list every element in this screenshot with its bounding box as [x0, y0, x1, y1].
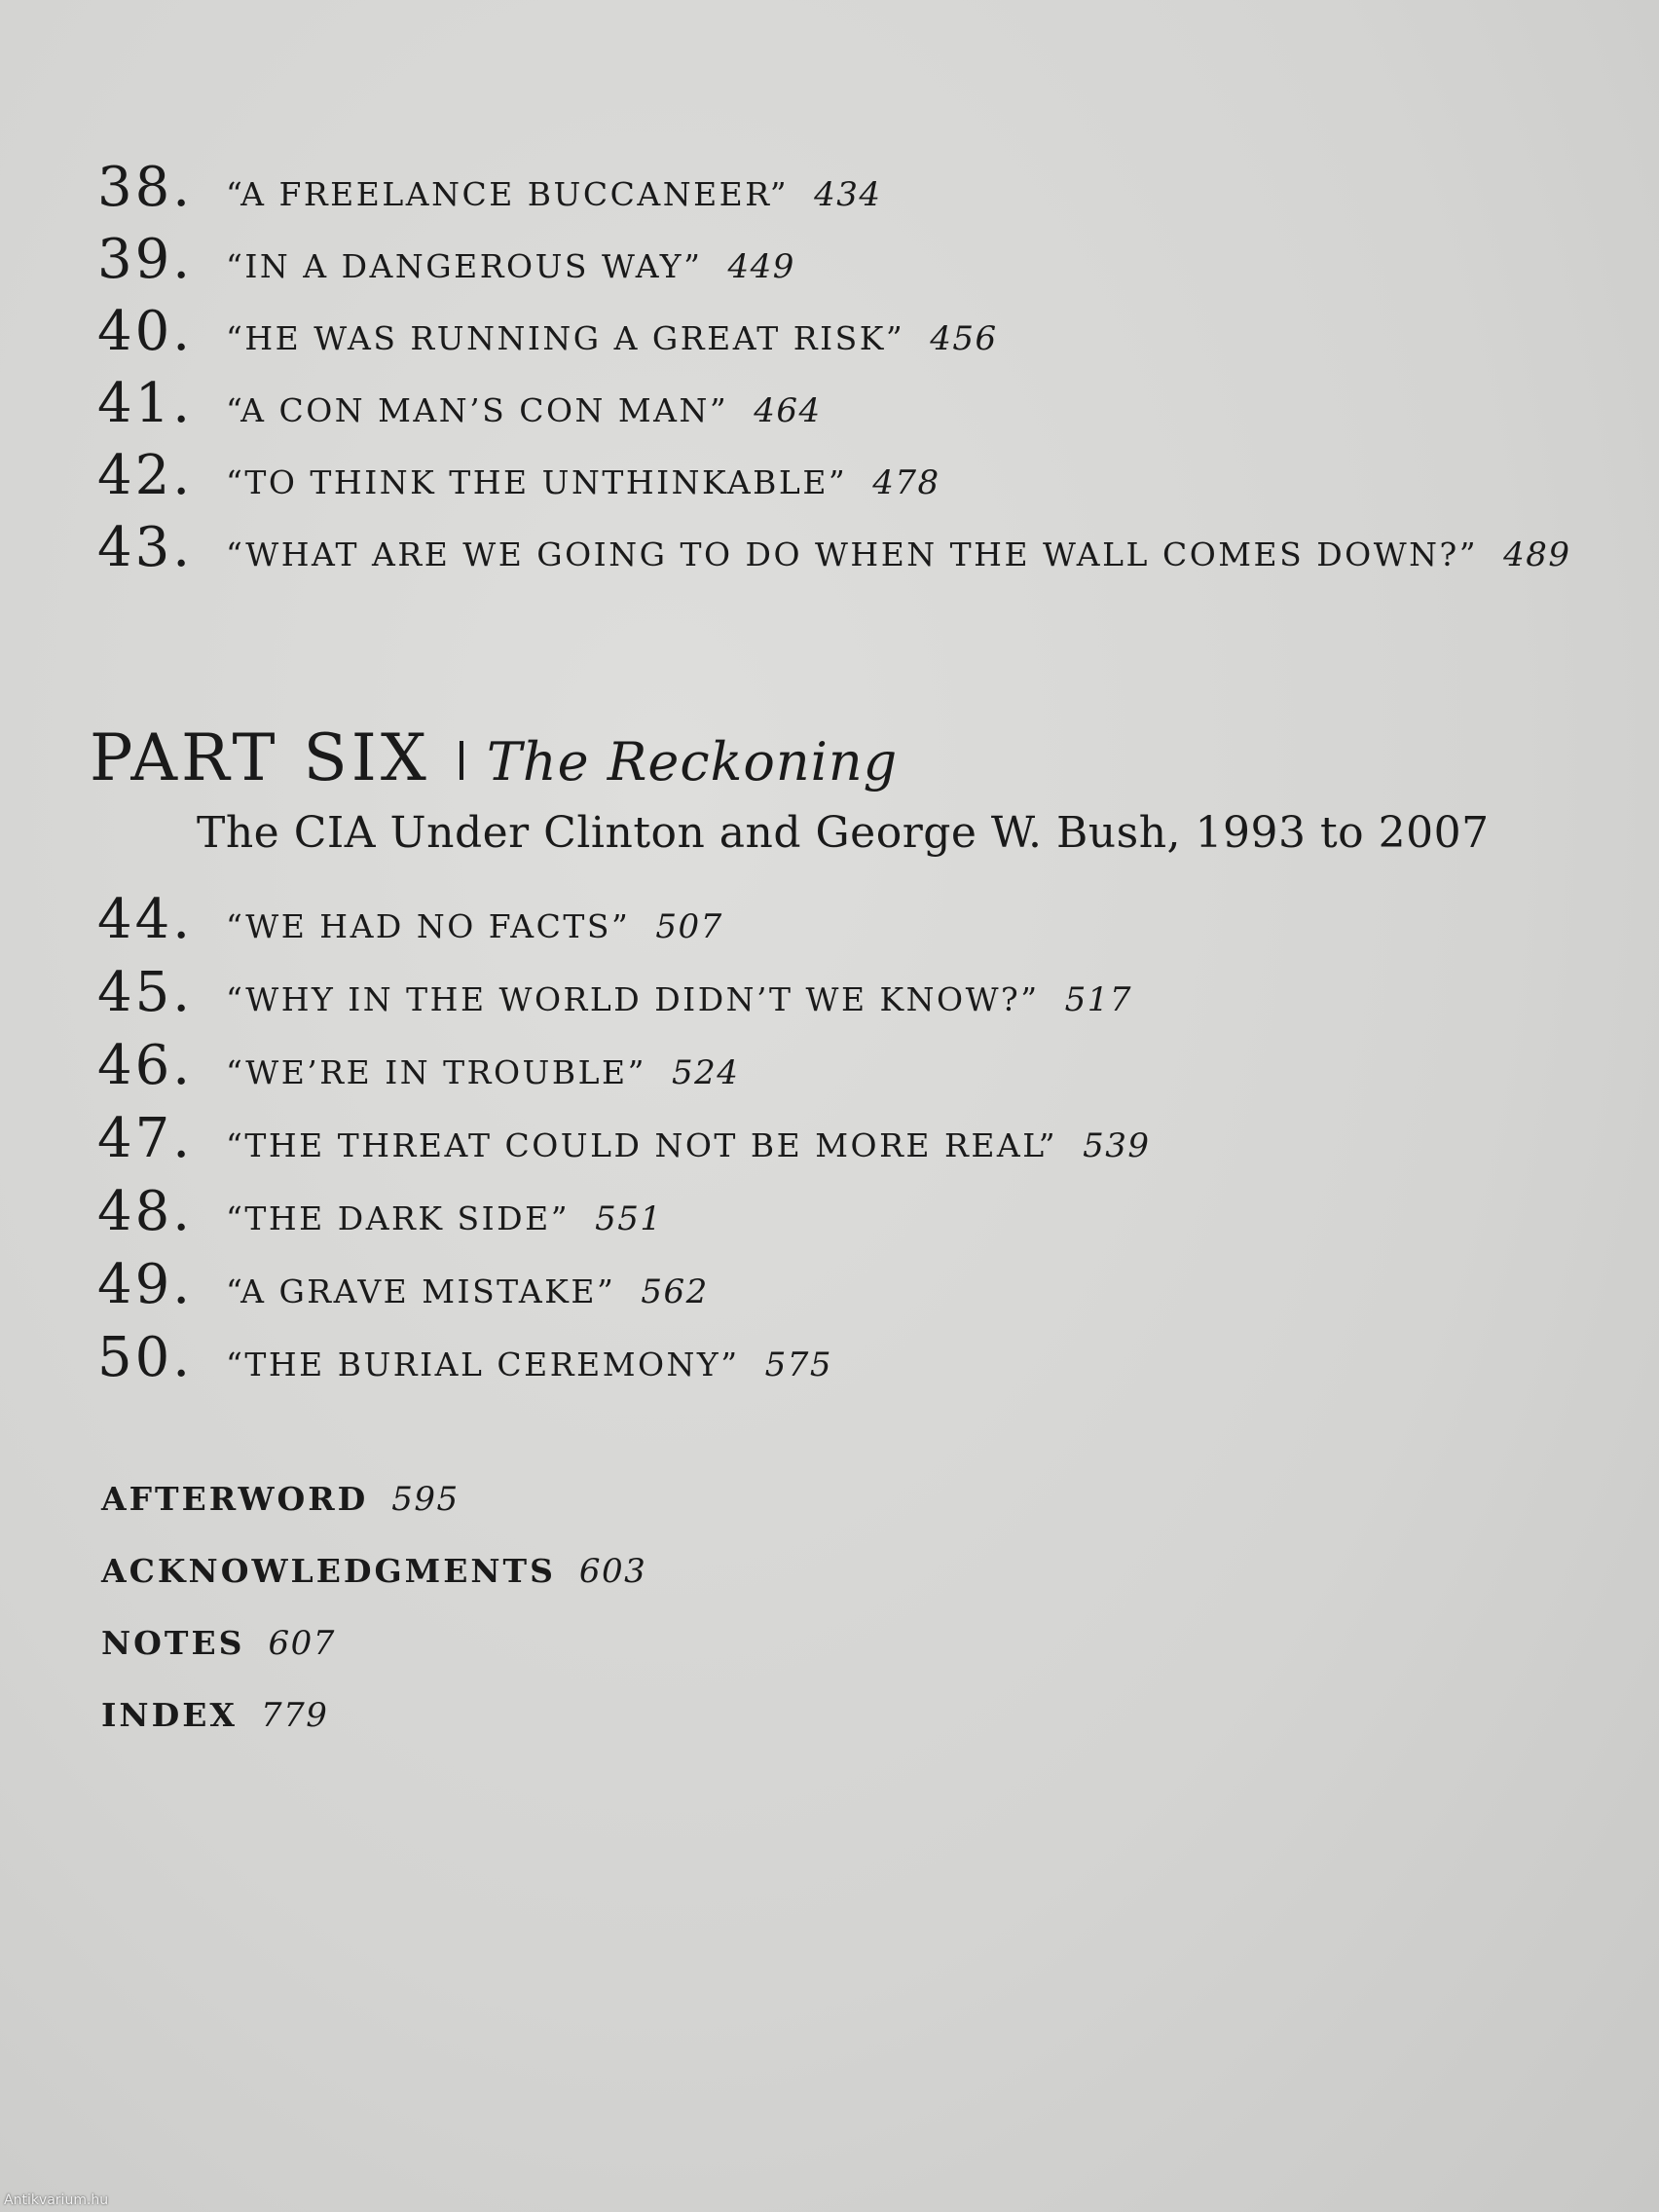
- chapter-title: “THE BURIAL CEREMONY”: [226, 1346, 740, 1383]
- toc-afterword: [101, 1480, 460, 1519]
- chapter-page: 517: [1064, 980, 1132, 1019]
- chapter-number: 44.: [97, 888, 194, 951]
- toc-chapter-49: [97, 1253, 709, 1315]
- chapter-number: 43.: [97, 516, 194, 579]
- chapter-title: “THE THREAT COULD NOT BE MORE REAL”: [226, 1126, 1058, 1164]
- chapter-number: 49.: [97, 1253, 194, 1316]
- back-matter-label: ACKNOWLEDGMENTS: [101, 1552, 556, 1590]
- chapter-page: 562: [641, 1272, 709, 1311]
- chapter-title: “A FREELANCE BUCCANEER”: [226, 175, 790, 213]
- chapter-title: “WE’RE IN TROUBLE”: [226, 1053, 646, 1091]
- chapter-title: “WHAT ARE WE GOING TO DO WHEN THE WALL COMES DOWN?”: [226, 535, 1479, 573]
- chapter-title: “A CON MAN’S CON MAN”: [226, 391, 729, 429]
- toc-chapter-44: [97, 888, 723, 950]
- chapter-number: 40.: [97, 300, 194, 363]
- chapter-number: 45.: [97, 961, 194, 1024]
- chapter-title: “WHY IN THE WORLD DIDN’T WE KNOW?”: [226, 980, 1040, 1018]
- toc-chapter-38: [97, 156, 882, 218]
- back-matter-label: INDEX: [101, 1696, 238, 1734]
- chapter-page: 539: [1083, 1126, 1151, 1165]
- chapter-number: 48.: [97, 1180, 194, 1243]
- chapter-page: 507: [655, 907, 723, 946]
- back-matter-label: AFTERWORD: [101, 1480, 369, 1518]
- chapter-page: 456: [930, 319, 998, 358]
- watermark: Antikvarium.hu: [4, 2193, 109, 2208]
- toc-chapter-45: [97, 961, 1132, 1023]
- part-title: The Reckoning: [486, 731, 899, 793]
- part-heading: [90, 720, 898, 795]
- toc-chapter-39: [97, 228, 795, 290]
- chapter-page: 489: [1503, 535, 1571, 574]
- back-matter-page: 779: [260, 1696, 329, 1735]
- chapter-number: 42.: [97, 444, 194, 507]
- part-separator: [460, 741, 463, 780]
- chapter-title: “IN A DANGEROUS WAY”: [226, 247, 703, 285]
- chapter-page: 478: [872, 463, 940, 502]
- part-subtitle: The CIA Under Clinton and George W. Bush, 1993 to 2007: [197, 808, 1490, 858]
- toc-acknowledgments: [101, 1552, 646, 1591]
- back-matter-label: NOTES: [101, 1624, 245, 1662]
- toc-chapter-40: [97, 300, 998, 362]
- chapter-page: 434: [814, 175, 882, 214]
- toc-chapter-46: [97, 1034, 739, 1096]
- chapter-number: 41.: [97, 372, 194, 435]
- chapter-title: “TO THINK THE UNTHINKABLE”: [226, 463, 848, 501]
- toc-notes: [101, 1624, 336, 1663]
- chapter-page: 551: [595, 1199, 663, 1238]
- toc-index: [101, 1696, 328, 1735]
- chapter-number: 46.: [97, 1034, 194, 1097]
- toc-chapter-48: [97, 1180, 663, 1242]
- toc-chapter-42: [97, 444, 940, 506]
- chapter-number: 47.: [97, 1107, 194, 1170]
- chapter-title: “WE HAD NO FACTS”: [226, 907, 631, 945]
- chapter-number: 39.: [97, 228, 194, 291]
- toc-chapter-43: [97, 516, 1571, 578]
- chapter-page: 524: [671, 1053, 740, 1092]
- chapter-number: 38.: [97, 156, 194, 219]
- chapter-title: “HE WAS RUNNING A GREAT RISK”: [226, 319, 905, 357]
- part-label: PART SIX: [90, 720, 430, 795]
- toc-chapter-47: [97, 1107, 1151, 1169]
- back-matter-page: 607: [268, 1624, 336, 1663]
- chapter-page: 464: [754, 391, 822, 430]
- toc-chapter-50: [97, 1326, 832, 1388]
- chapter-page: 575: [764, 1346, 832, 1384]
- chapter-number: 50.: [97, 1326, 194, 1389]
- chapter-title: “A GRAVE MISTAKE”: [226, 1272, 616, 1310]
- chapter-page: 449: [727, 247, 795, 286]
- back-matter-page: 603: [578, 1552, 647, 1591]
- back-matter-page: 595: [391, 1480, 460, 1519]
- toc-chapter-41: [97, 372, 822, 434]
- chapter-title: “THE DARK SIDE”: [226, 1199, 571, 1237]
